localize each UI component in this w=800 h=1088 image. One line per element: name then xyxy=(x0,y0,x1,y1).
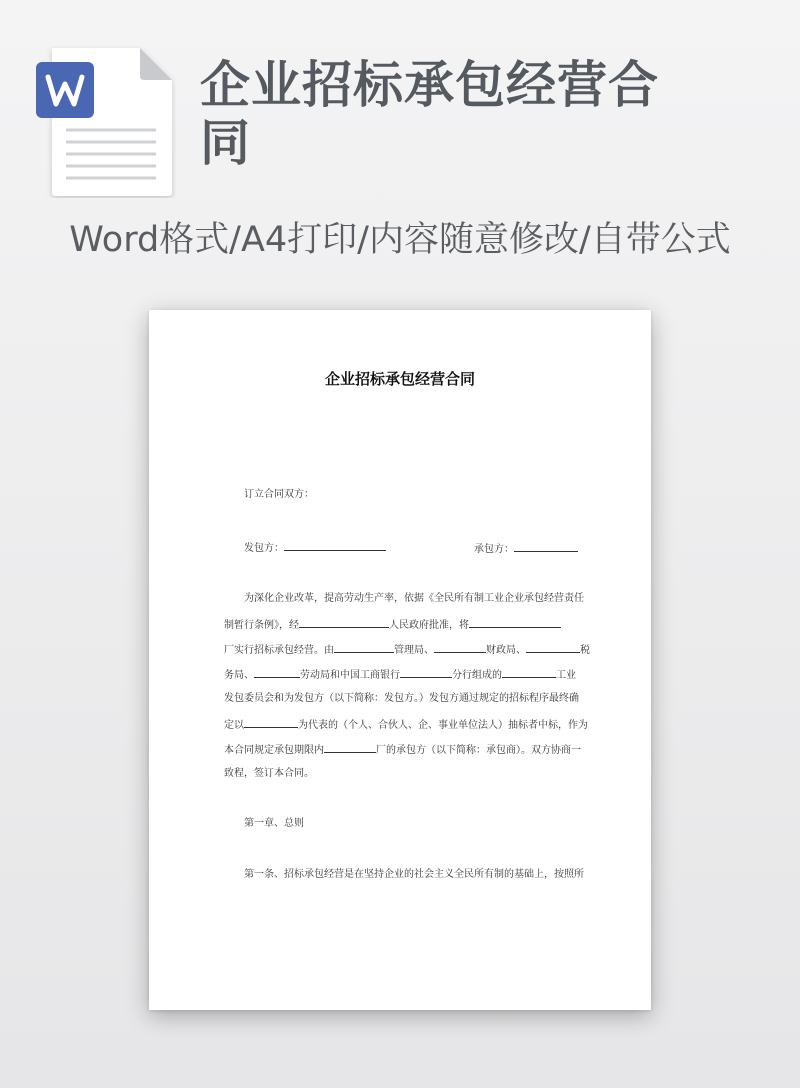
para1-line7 xyxy=(224,742,581,758)
blank-field xyxy=(502,667,556,678)
blank-field xyxy=(324,742,376,753)
blank-field xyxy=(400,667,452,678)
blank-field xyxy=(334,642,394,653)
para1-line3 xyxy=(224,642,590,658)
party-a-blank xyxy=(284,540,386,551)
para1-line6 xyxy=(224,717,588,733)
blank-field xyxy=(526,642,580,653)
parties-intro: 订立合同双方： xyxy=(244,489,314,500)
text: 厂的承包方（以下简称：承包商）。双方协商一 xyxy=(376,745,581,756)
text: 务局、 xyxy=(224,670,254,681)
blank-field xyxy=(299,617,389,628)
text: 制暂行条例》，经 xyxy=(224,620,299,631)
para1-line2 xyxy=(224,617,561,633)
article-1: 第一条、招标承包经营是在坚持企业的社会主义全民所有制的基础上，按照所 xyxy=(244,869,584,880)
text: 定以 xyxy=(224,720,244,731)
blank-field xyxy=(469,617,561,628)
text: 厂实行招标承包经营。由 xyxy=(224,645,334,656)
word-file-icon xyxy=(36,46,176,198)
text: 管理局、 xyxy=(394,645,434,656)
text: 工业 xyxy=(556,670,576,681)
page-title: 企业招标承包经营合同 xyxy=(200,56,659,172)
text: 分行组成的 xyxy=(452,670,502,681)
document-preview xyxy=(149,310,651,1010)
text: 税 xyxy=(580,645,590,656)
para1-line1: 为深化企业改革，提高劳动生产率，依据《全民所有制工业企业承包经营责任 xyxy=(244,593,584,604)
text: 为代表的（个人、合伙人、企、事业单位法人）抽标者中标，作为 xyxy=(298,720,588,731)
party-a-line xyxy=(244,540,386,556)
chapter-heading: 第一章、总则 xyxy=(244,818,304,829)
party-b-label: 承包方： xyxy=(474,544,514,555)
text: 劳动局和中国工商银行 xyxy=(300,670,400,681)
text: 本合同规定承包期限内 xyxy=(224,745,324,756)
para1-line8: 致程，签订本合同。 xyxy=(224,768,314,779)
blank-field xyxy=(254,667,300,678)
party-b-line xyxy=(474,540,578,555)
para1-line5: 发包委员会和为发包方（以下简称：发包方。）发包方通过规定的招标程序最终确 xyxy=(224,693,579,704)
blank-field xyxy=(244,717,298,728)
text: 人民政府批准，将 xyxy=(389,620,469,631)
document-title: 企业招标承包经营合同 xyxy=(324,370,475,388)
party-a-label: 发包方： xyxy=(244,543,284,554)
para1-line4 xyxy=(224,667,576,683)
party-b-blank xyxy=(514,541,578,552)
text: 财政局、 xyxy=(486,645,526,656)
page-subtitle: Word格式/A4打印/内容随意修改/自带公式 xyxy=(69,220,731,260)
blank-field xyxy=(434,642,486,653)
